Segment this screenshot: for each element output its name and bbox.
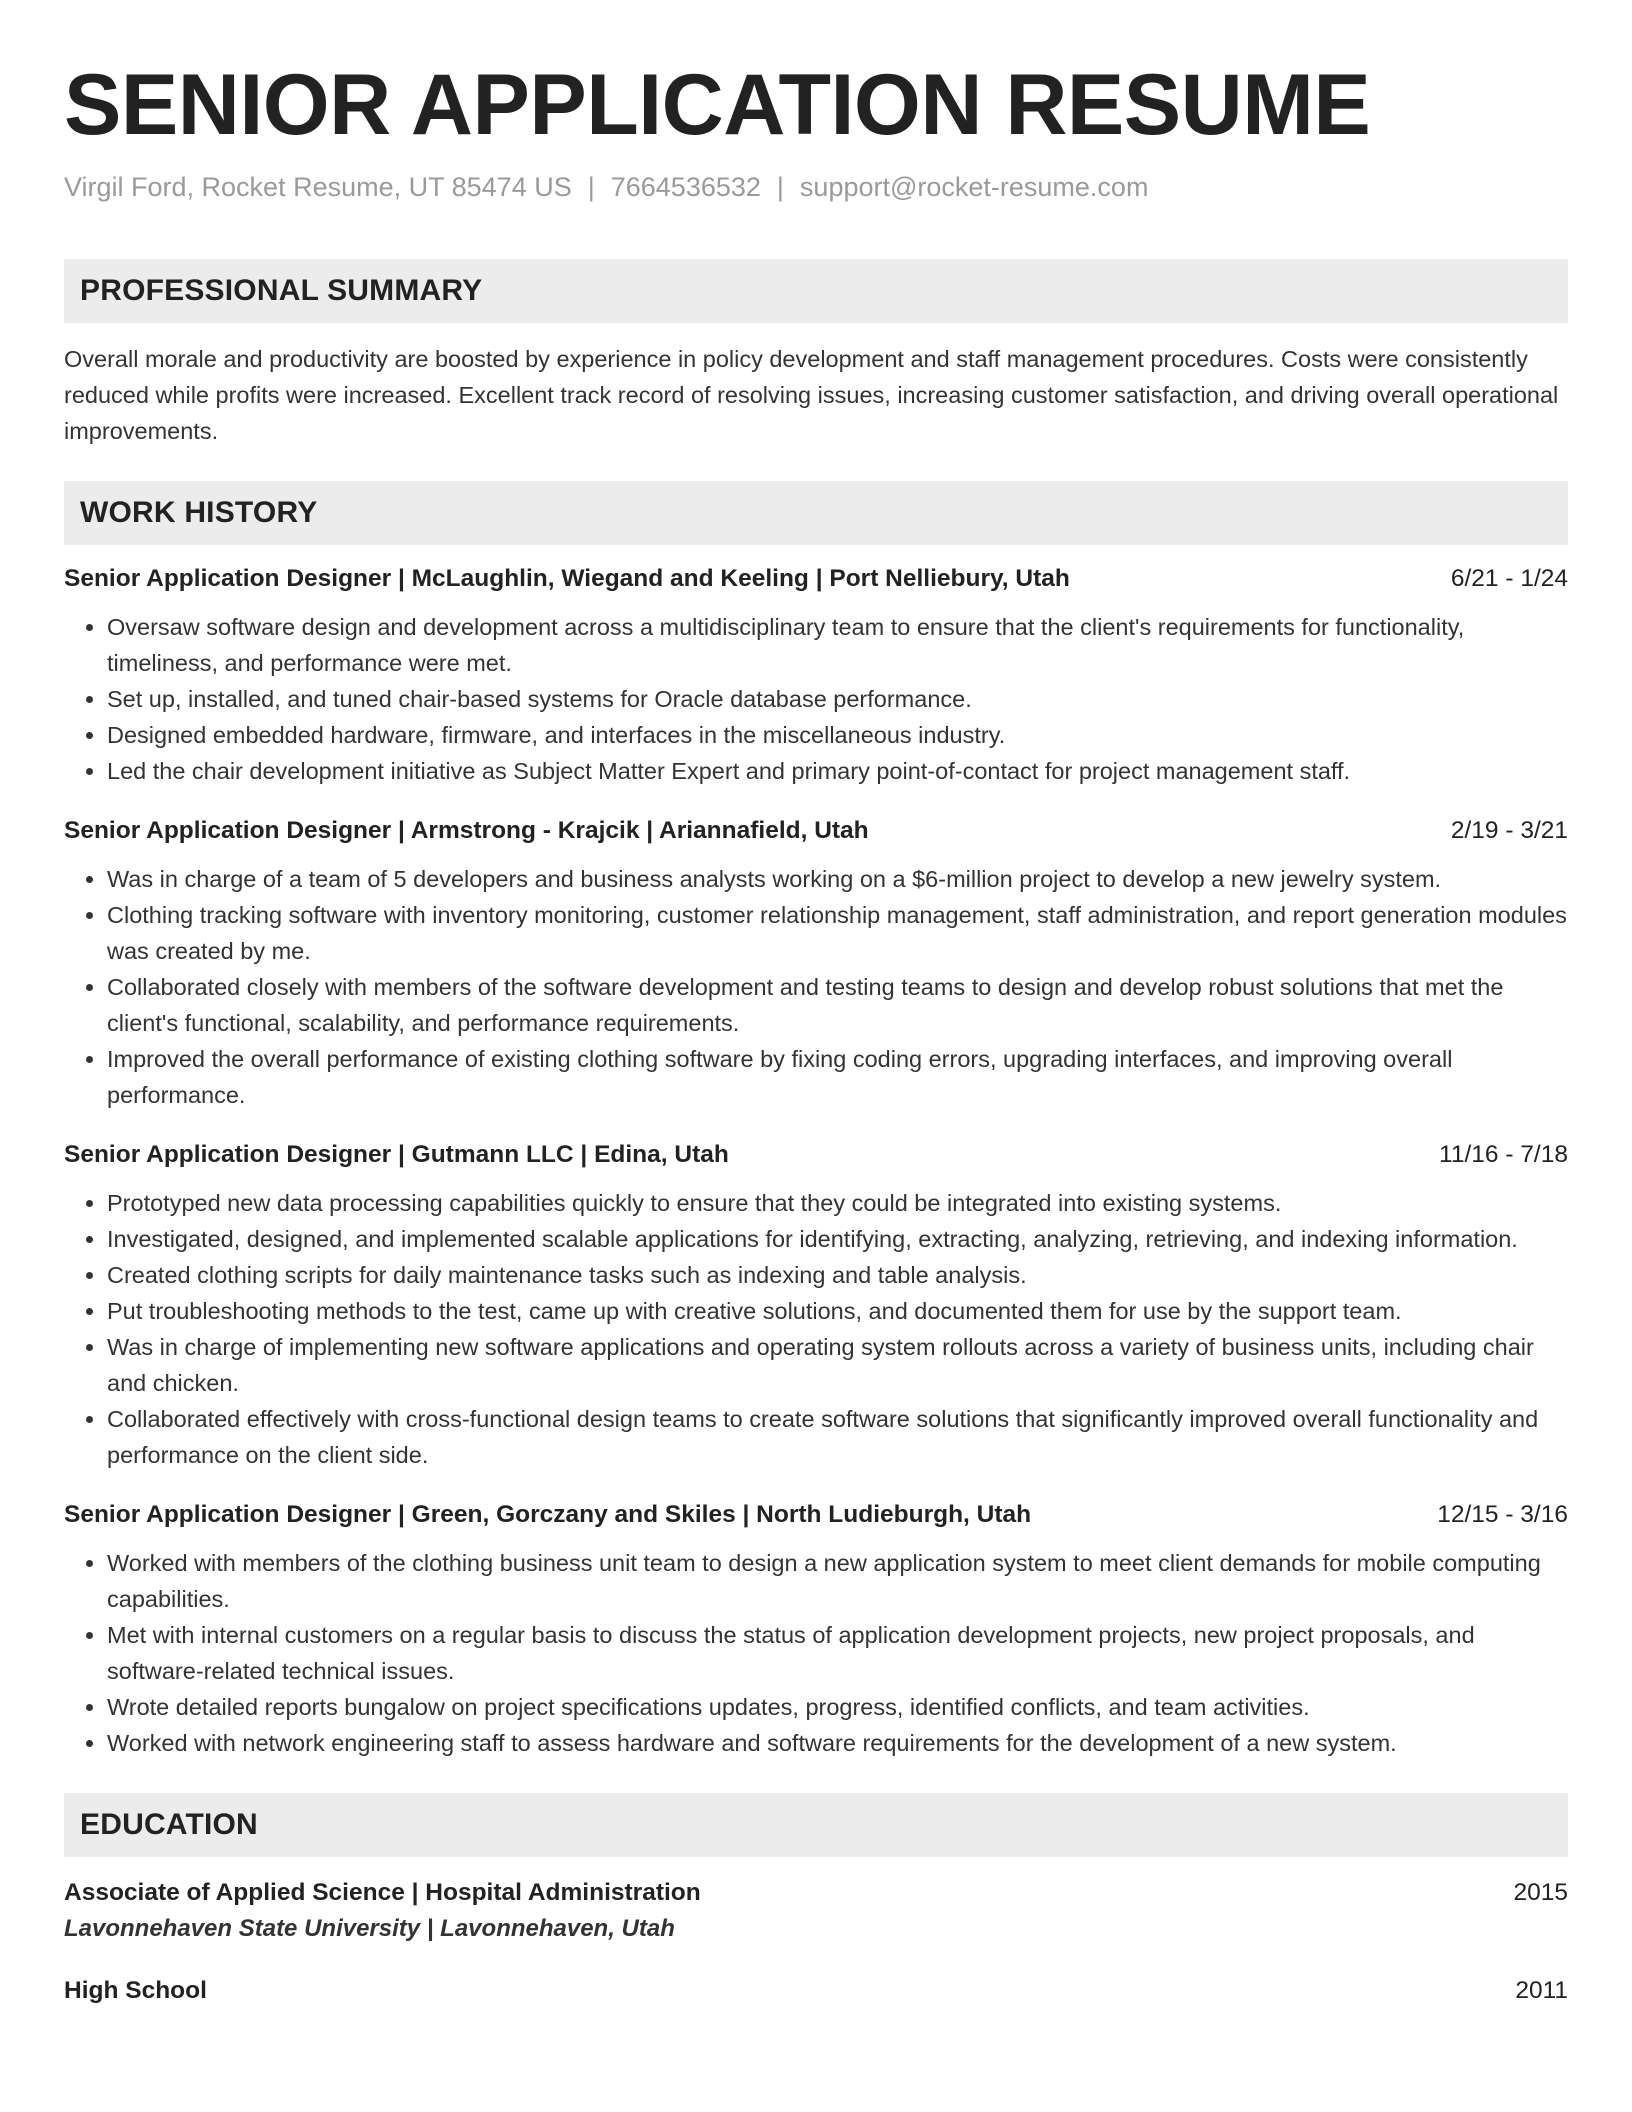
education-header — [64, 1879, 1568, 1907]
job-dates: 12/15 - 3/16 — [1437, 1501, 1568, 1528]
section-header-work-history: WORK HISTORY — [64, 481, 1568, 545]
contact-address: Virgil Ford, Rocket Resume, UT 85474 US — [64, 172, 572, 202]
job-bullet: • Investigated, designed, and implemented scalable applications for identifying, extracting, analyzing, retrieving, and indexing information. — [107, 1221, 1568, 1257]
job-bullet: • Worked with members of the clothing business unit team to design a new application system to meet client demands for mobile computing capabilities. — [107, 1545, 1568, 1617]
job-bullet: • Improved the overall performance of existing clothing software by fixing coding errors, upgrading interfaces, and improving overall performance. — [107, 1041, 1568, 1113]
job-bullet: • Designed embedded hardware, firmware, and interfaces in the miscellaneous industry. — [107, 717, 1568, 753]
job-header — [64, 1501, 1568, 1529]
job-bullet: • Wrote detailed reports bungalow on project specifications updates, progress, identified conflicts, and team activities. — [107, 1689, 1568, 1725]
job-bullets — [64, 1545, 1568, 1761]
job-bullet: • Led the chair development initiative as Subject Matter Expert and primary point-of-contact for project management staff. — [107, 753, 1568, 789]
job-header — [64, 565, 1568, 593]
job-dates: 2/19 - 3/21 — [1450, 817, 1568, 844]
job-title: Senior Application Designer | McLaughlin, Wiegand and Keeling | Port Nelliebury, Utah — [64, 565, 1070, 592]
contact-email: support@rocket-resume.com — [799, 172, 1149, 202]
job-bullets — [64, 609, 1568, 789]
resume-title: SENIOR APPLICATION RESUME — [64, 57, 1371, 153]
job-bullet: • Clothing tracking software with inventory monitoring, customer relationship management, staff administration, and report generation modules was created by me. — [107, 897, 1568, 969]
contact-line — [64, 172, 1568, 203]
job-header — [64, 1141, 1568, 1169]
contact-phone: 7664536532 — [610, 172, 761, 202]
contact-separator: | — [776, 172, 784, 202]
job-title: Senior Application Designer | Armstrong - Krajcik | Ariannafield, Utah — [64, 817, 869, 844]
job-bullet: • Oversaw software design and development across a multidisciplinary team to ensure that the client's requirements for functionality, timeliness, and performance were met. — [107, 609, 1568, 681]
section-header-education: EDUCATION — [64, 1793, 1568, 1857]
summary-text: Overall morale and productivity are boosted by experience in policy development and staff management procedures. Costs were consistently reduced while profits were increased. Excellent track record of resolving issues, increasing customer satisfaction, and driving overall operational improvements. — [64, 346, 1559, 444]
job-bullet: • Set up, installed, and tuned chair-based systems for Oracle database performance. — [107, 681, 1568, 717]
job-bullet: • Collaborated effectively with cross-functional design teams to create software solutions that significantly improved overall functionality and performance on the client side. — [107, 1401, 1568, 1473]
job-header — [64, 817, 1568, 845]
job-bullets — [64, 861, 1568, 1113]
job-bullets — [64, 1185, 1568, 1473]
job-entry — [64, 565, 1568, 789]
section-header-summary: PROFESSIONAL SUMMARY — [64, 259, 1568, 323]
job-bullet: • Worked with network engineering staff to assess hardware and software requirements for the development of a new system. — [107, 1725, 1568, 1761]
education-school: Lavonnehaven State University | Lavonnehaven, Utah — [64, 1915, 675, 1942]
job-dates: 6/21 - 1/24 — [1450, 565, 1568, 592]
education-entry — [64, 1879, 1568, 1943]
job-title: Senior Application Designer | Green, Gorczany and Skiles | North Ludieburgh, Utah — [64, 1501, 1032, 1528]
job-bullet: • Prototyped new data processing capabilities quickly to ensure that they could be integrated into existing systems. — [107, 1185, 1568, 1221]
job-entry — [64, 1141, 1568, 1473]
education-year: 2011 — [1515, 1977, 1568, 2004]
education-header — [64, 1977, 1568, 2005]
job-dates: 11/16 - 7/18 — [1439, 1141, 1568, 1168]
job-bullet: • Was in charge of implementing new software applications and operating system rollouts across a variety of business units, including chair and chicken. — [107, 1329, 1568, 1401]
contact-separator: | — [587, 172, 595, 202]
education-year: 2015 — [1513, 1879, 1568, 1906]
education-entry — [64, 1977, 1568, 2005]
job-bullet: • Put troubleshooting methods to the test, came up with creative solutions, and documented them for use by the support team. — [107, 1293, 1568, 1329]
education-degree: Associate of Applied Science | Hospital Administration — [64, 1879, 701, 1906]
job-entry — [64, 1501, 1568, 1761]
job-bullet: • Created clothing scripts for daily maintenance tasks such as indexing and table analysis. — [107, 1257, 1568, 1293]
job-bullet: • Was in charge of a team of 5 developers and business analysts working on a $6-million project to develop a new jewelry system. — [107, 861, 1568, 897]
job-bullet: • Met with internal customers on a regular basis to discuss the status of application development projects, new project proposals, and software-related technical issues. — [107, 1617, 1568, 1689]
job-bullet: • Collaborated closely with members of the software development and testing teams to design and develop robust solutions that met the client's functional, scalability, and performance requirements. — [107, 969, 1568, 1041]
job-title: Senior Application Designer | Gutmann LLC | Edina, Utah — [64, 1141, 729, 1168]
education-degree: High School — [64, 1977, 207, 2004]
job-entry — [64, 817, 1568, 1113]
